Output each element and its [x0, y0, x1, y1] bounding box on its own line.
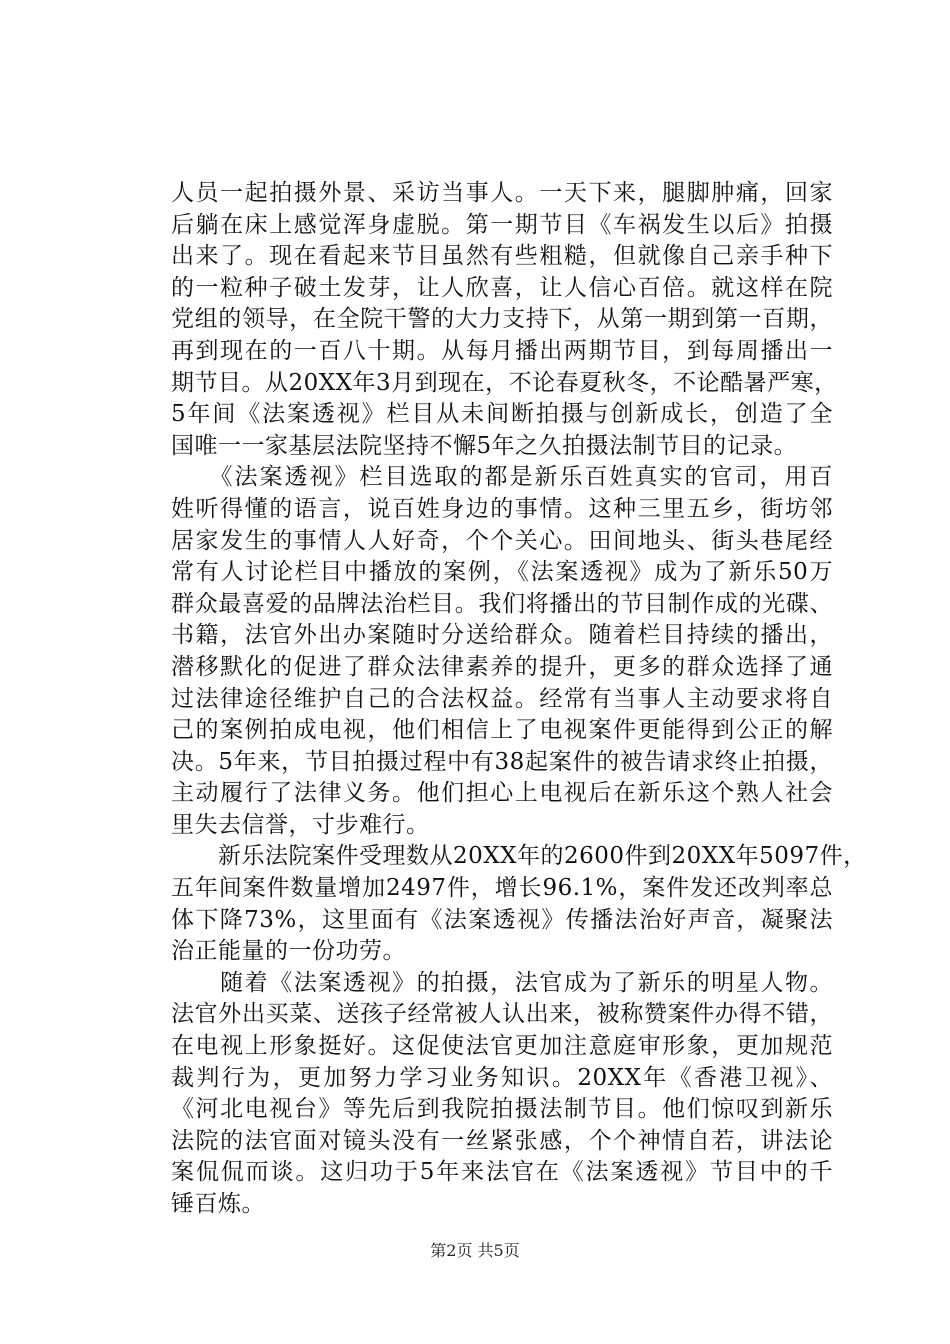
text-line: 书籍，法官外出办案随时分送给群众。随着栏目持续的播出， [171, 622, 833, 649]
text-line: 锤百炼。 [171, 1191, 265, 1217]
text-line: 5年间《法案透视》栏目从未间断拍摄与创新成长，创造了全 [171, 401, 833, 428]
text-line: 治正能量的一份功劳。 [171, 938, 406, 965]
body-text [171, 178, 867, 1221]
text-line: 裁判行为，更加努力学习业务知识。20XX年《香港卫视》、 [171, 1064, 833, 1091]
text-line: 过法律途径维护自己的合法权益。经常有当事人主动要求将自 [171, 685, 833, 712]
text-line: 期节目。从20XX年3月到现在，不论春夏秋冬，不论酷暑严寒， [171, 369, 838, 396]
text-line: 国唯一一家基层法院坚持不懈5年之久拍摄法制节目的记录。 [171, 432, 798, 459]
text-line: 后躺在床上感觉浑身虚脱。第一期节目《车祸发生以后》拍摄 [171, 211, 833, 238]
text-line: 己的案例拍成电视，他们相信上了电视案件更能得到公正的解 [171, 717, 833, 744]
text-line: 决。5年来，节目拍摄过程中有38起案件的被告请求终止拍摄， [171, 748, 833, 775]
text-line: 新乐法院案件受理数从20XX年的2600件到20XX年5097件， [171, 843, 867, 870]
text-line: 居家发生的事情人人好奇，个个关心。田间地头、街头巷尾经 [171, 527, 833, 554]
page-number: 第2页 共5页 [430, 1241, 520, 1260]
text-line: 法院的法官面对镜头没有一丝紧张感，个个神情自若，讲法论 [171, 1127, 833, 1154]
text-line: 人员一起拍摄外景、采访当事人。一天下来，腿脚肿痛，回家 [171, 180, 833, 206]
text-line: 党组的领导，在全院干警的大力支持下，从第一期到第一百期， [171, 306, 833, 333]
text-line: 再到现在的一百八十期。从每月播出两期节目，到每周播出一 [171, 337, 833, 364]
text-line: 里失去信誉，寸步难行。 [171, 811, 430, 838]
text-line: 案侃侃而谈。这归功于5年来法官在《法案透视》节目中的千 [171, 1159, 833, 1186]
text-line: 潜移默化的促进了群众法律素养的提升，更多的群众选择了通 [171, 653, 833, 680]
text-line: 法官外出买菜、送孩子经常被人认出来，被称赞案件办得不错， [171, 1001, 833, 1028]
text-line: 五年间案件数量增加2497件，增长96.1%，案件发还改判率总 [171, 875, 833, 902]
text-line: 的一粒种子破土发芽，让人欣喜，让人信心百倍。就这样在院 [171, 274, 833, 301]
text-line: 《河北电视台》等先后到我院拍摄法制节目。他们惊叹到新乐 [171, 1096, 833, 1123]
page-footer [0, 1241, 950, 1261]
text-line: 群众最喜爱的品牌法治栏目。我们将播出的节目制作成的光碟、 [171, 590, 833, 617]
text-line: 体下降73%，这里面有《法案透视》传播法治好声音，凝聚法 [171, 906, 833, 933]
text-line: 主动履行了法律义务。他们担心上电视后在新乐这个熟人社会 [171, 780, 833, 807]
text-line: 常有人讨论栏目中播放的案例，《法案透视》成为了新乐50万 [171, 559, 833, 586]
text-line: 在电视上形象挺好。这促使法官更加注意庭审形象，更加规范 [171, 1033, 833, 1060]
text-line: 姓听得懂的语言，说百姓身边的事情。这种三里五乡，街坊邻 [171, 495, 833, 522]
text-line: 出来了。现在看起来节目虽然有些粗糙，但就像自己亲手种下 [171, 243, 833, 270]
text-line: 随着《法案透视》的拍摄，法官成为了新乐的明星人物。 [171, 969, 833, 996]
text-line: 《法案透视》栏目选取的都是新乐百姓真实的官司，用百 [171, 464, 833, 491]
